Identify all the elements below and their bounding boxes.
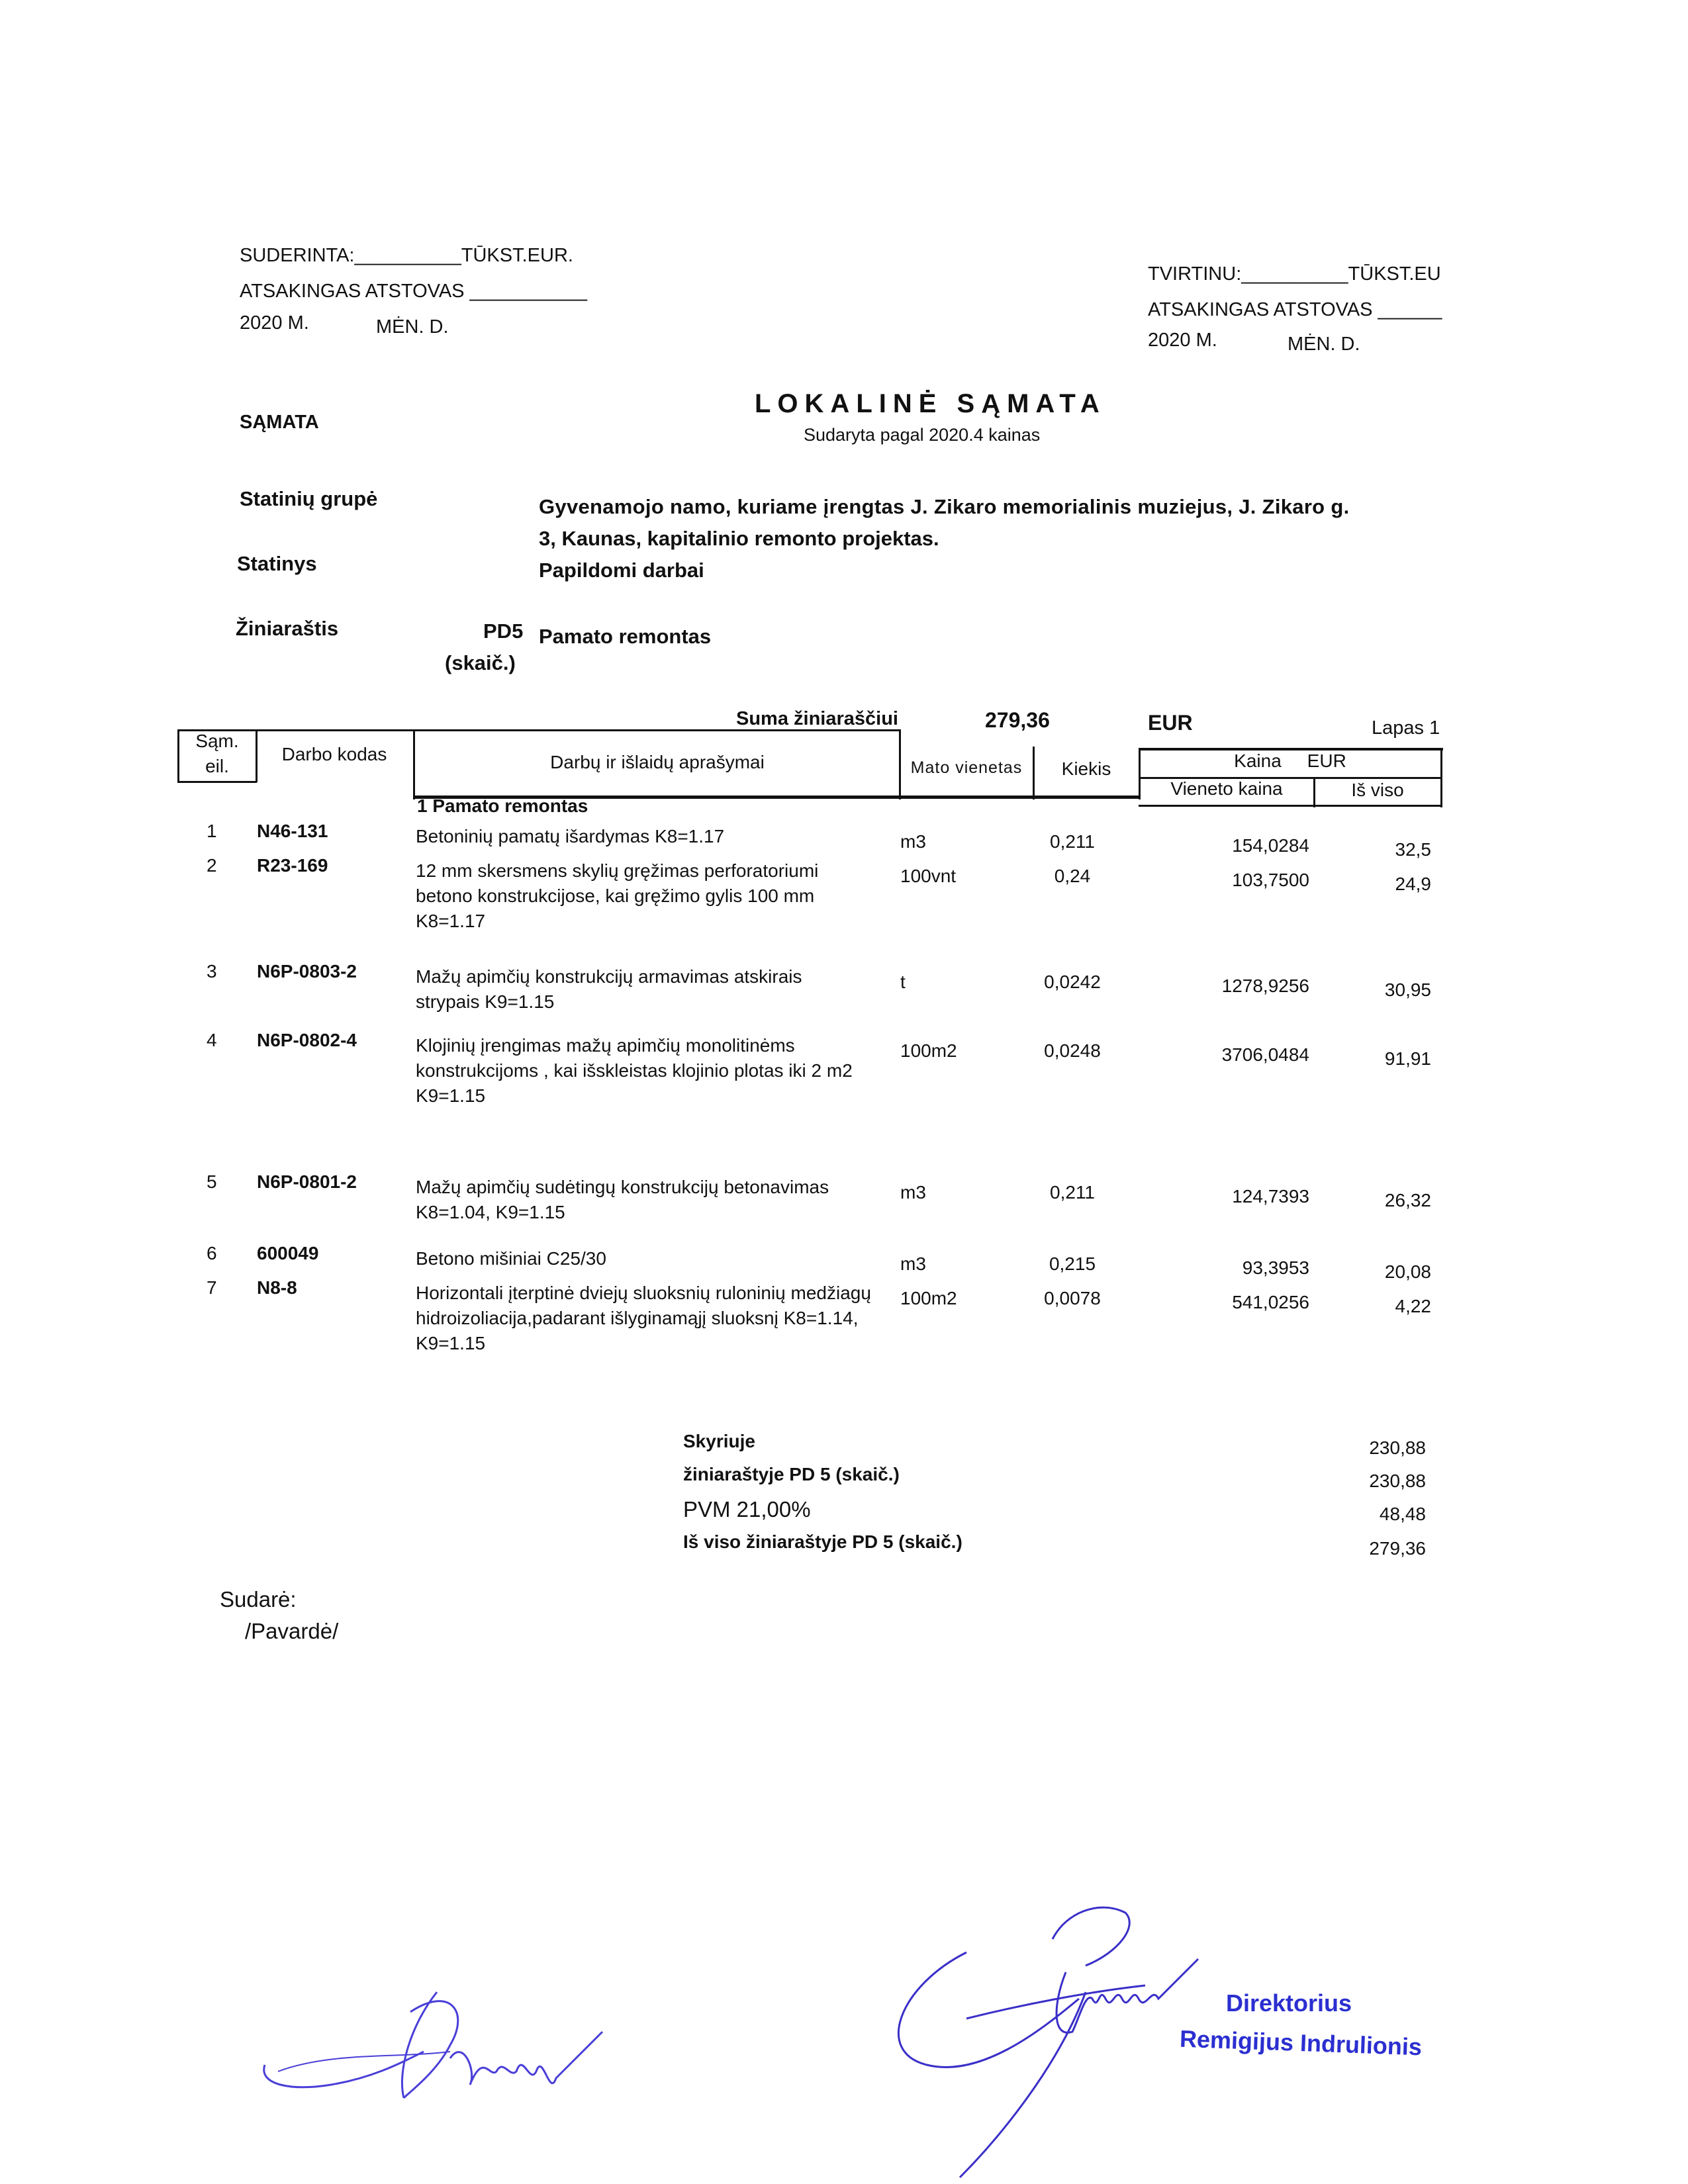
row-unit: 100m2: [900, 1288, 957, 1308]
row-total: 24,9: [1395, 874, 1431, 894]
row-desc-line: betono konstrukcijose, kai gręžimo gylis 100 mm: [416, 886, 815, 906]
row-code: R23-169: [257, 855, 328, 876]
total-value: 48,48: [1379, 1504, 1426, 1524]
row-desc-line: Betono mišiniai C25/30: [416, 1248, 606, 1269]
sheet-value: Pamato remontas: [539, 625, 712, 648]
surname-label: /Pavardė/: [245, 1619, 339, 1643]
row-nr: 5: [207, 1171, 217, 1192]
total-value: 230,88: [1369, 1437, 1426, 1458]
approval-right-year: 2020 M.: [1148, 330, 1217, 351]
header-unit-price: Vieneto kaina: [1170, 778, 1283, 799]
row-total: 32,5: [1395, 839, 1431, 860]
total-label: žiniaraštyje PD 5 (skaič.): [683, 1464, 900, 1484]
row-desc-line: Betoninių pamatų išardymas K8=1.17: [416, 826, 725, 846]
sum-label: Suma žiniaraščiui: [736, 708, 898, 729]
group-value-line2: 3, Kaunas, kapitalinio remonto projektas.: [539, 527, 939, 550]
row-total: 91,91: [1384, 1048, 1431, 1069]
row-unit: 100vnt: [900, 866, 957, 886]
sum-currency: EUR: [1148, 711, 1193, 735]
stamp-name: Remigijus Indrulionis: [1179, 2025, 1423, 2061]
total-value: 279,36: [1369, 1538, 1426, 1559]
row-unit: t: [900, 972, 906, 992]
row-qty: 0,215: [1049, 1253, 1096, 1274]
row-desc-line: hidroizoliacija,padarant išlyginamąjį sluoksnį K8=1.14,: [416, 1308, 859, 1328]
row-code: N6P-0801-2: [257, 1171, 357, 1192]
header-nr-2: eil.: [205, 756, 229, 776]
row-unit-price: 154,0284: [1232, 835, 1309, 856]
row-nr: 1: [207, 821, 217, 841]
header-total: Iš viso: [1351, 780, 1404, 800]
row-desc-line: K8=1.17: [416, 911, 486, 931]
approval-left-date: MĖN. D.: [376, 316, 449, 338]
row-unit: 100m2: [900, 1040, 957, 1061]
page-number: Lapas 1: [1372, 717, 1440, 739]
approval-left-year: 2020 M.: [240, 312, 309, 334]
row-unit-price: 3706,0484: [1221, 1044, 1309, 1065]
header-qty: Kiekis: [1061, 758, 1111, 779]
header-nr-1: Sąm.: [195, 731, 239, 751]
row-desc-line: Mažų apimčių sudėtingų konstrukcijų betonavimas: [416, 1177, 829, 1197]
row-qty: 0,24: [1054, 866, 1091, 886]
row-nr: 2: [207, 855, 217, 876]
object-value: Papildomi darbai: [539, 559, 704, 582]
row-qty: 0,0242: [1044, 972, 1101, 992]
row-desc-line: K9=1.15: [416, 1333, 486, 1353]
approval-right-line1: TVIRTINU:__________TŪKST.EU: [1148, 263, 1441, 285]
sheet-code: PD5: [483, 619, 524, 643]
row-qty: 0,211: [1050, 1182, 1095, 1203]
row-desc-line: K9=1.15: [416, 1085, 486, 1106]
row-unit: m3: [900, 831, 926, 852]
row-nr: 3: [207, 961, 217, 981]
row-desc-line: K8=1.04, K9=1.15: [416, 1202, 565, 1222]
header-desc: Darbų ir išlaidų aprašymai: [550, 752, 765, 772]
row-unit-price: 124,7393: [1232, 1186, 1309, 1206]
row-desc-line: Klojinių įrengimas mažų apimčių monolitinėms: [416, 1035, 795, 1056]
row-nr: 6: [207, 1243, 217, 1263]
row-unit-price: 103,7500: [1232, 870, 1309, 890]
row-qty: 0,0248: [1044, 1040, 1101, 1061]
doc-title: LOKALINĖ SĄMATA: [755, 389, 1106, 418]
group-value-line1: Gyvenamojo namo, kuriame įrengtas J. Zikaro memorialinis muziejus, J. Zikaro g.: [539, 495, 1350, 518]
row-unit: m3: [900, 1182, 926, 1203]
header-code: Darbo kodas: [281, 744, 387, 764]
row-total: 30,95: [1384, 979, 1431, 1000]
row-qty: 0,211: [1050, 831, 1095, 852]
sheet-label: Žiniaraštis: [236, 617, 339, 640]
row-qty: 0,0078: [1044, 1288, 1101, 1308]
approval-right-line2: ATSAKINGAS ATSTOVAS ______: [1148, 299, 1442, 320]
header-price-group: Kaina EUR: [1234, 751, 1346, 771]
total-label: Iš viso žiniaraštyje PD 5 (skaič.): [683, 1531, 962, 1552]
doc-subtitle: Sudaryta pagal 2020.4 kainas: [804, 425, 1041, 445]
row-code: N46-131: [257, 821, 328, 841]
sheet-code-note: (skaič.): [445, 651, 516, 674]
header-unit: Mato vienetas: [910, 758, 1023, 777]
stamp-title: Direktorius: [1226, 1989, 1352, 2017]
row-unit-price: 541,0256: [1232, 1292, 1309, 1312]
object-label: Statinys: [237, 552, 317, 575]
total-value: 230,88: [1369, 1471, 1426, 1491]
row-nr: 7: [207, 1277, 217, 1298]
signature-left: [252, 1972, 622, 2118]
row-total: 26,32: [1384, 1190, 1431, 1210]
row-unit: m3: [900, 1253, 926, 1274]
doc-label: SĄMATA: [240, 412, 319, 433]
row-code: N8-8: [257, 1277, 297, 1298]
total-label: PVM 21,00%: [683, 1497, 811, 1522]
approval-right-date: MĖN. D.: [1288, 334, 1360, 355]
row-desc-line: strypais K9=1.15: [416, 991, 555, 1012]
row-unit-price: 93,3953: [1242, 1257, 1309, 1278]
sum-value: 279,36: [985, 708, 1050, 732]
row-total: 20,08: [1384, 1261, 1431, 1282]
group-label: Statinių grupė: [240, 487, 378, 510]
approval-left-line2: ATSAKINGAS ATSTOVAS ___________: [240, 281, 587, 302]
row-code: N6P-0802-4: [257, 1030, 357, 1050]
row-code: N6P-0803-2: [257, 961, 357, 981]
total-label: Skyriuje: [683, 1431, 755, 1451]
row-total: 4,22: [1395, 1296, 1431, 1316]
row-code: 600049: [257, 1243, 319, 1263]
section-title: 1 Pamato remontas: [417, 796, 588, 816]
row-desc-line: konstrukcijoms , kai išskleistas klojinio plotas iki 2 m2: [416, 1060, 853, 1081]
row-desc-line: 12 mm skersmens skylių gręžimas perforatoriumi: [416, 860, 819, 881]
row-unit-price: 1278,9256: [1221, 976, 1309, 996]
approval-left-line1: SUDERINTA:__________TŪKST.EUR.: [240, 245, 573, 266]
row-nr: 4: [207, 1030, 217, 1050]
compiled-label: Sudarė:: [220, 1587, 297, 1612]
row-desc-line: Horizontali įterptinė dviejų sluoksnių ruloninių medžiagų: [416, 1283, 871, 1303]
row-desc-line: Mažų apimčių konstrukcijų armavimas atskirais: [416, 966, 802, 987]
